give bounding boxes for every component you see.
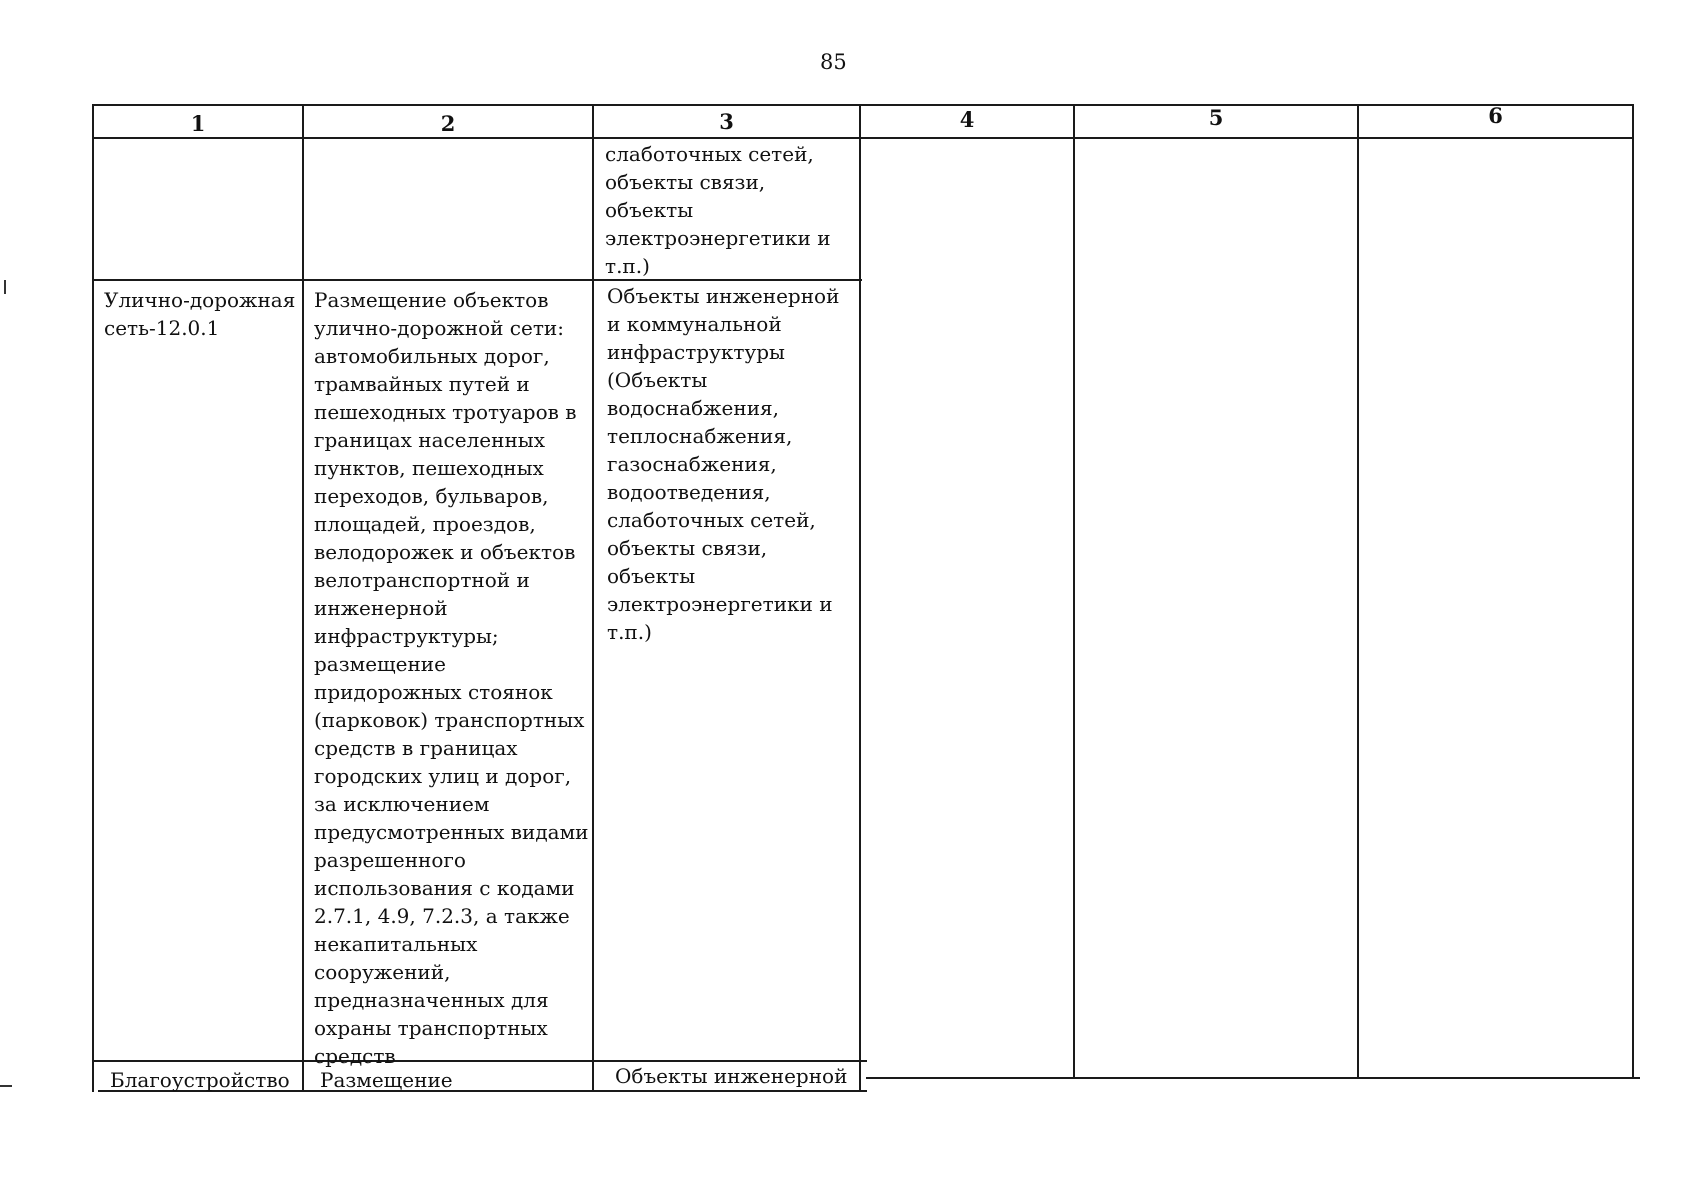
col5-left-border xyxy=(1073,104,1075,1079)
header-col-5: 5 xyxy=(1208,105,1224,130)
row3-col1: Благоустройство xyxy=(110,1068,290,1092)
col4-left-border xyxy=(859,104,861,1092)
header-col-2: 2 xyxy=(440,111,456,136)
header-col-1: 1 xyxy=(190,111,206,136)
right-bottom-border xyxy=(866,1077,1640,1079)
left-bottom-margin-mark xyxy=(0,1085,12,1087)
header-col-3: 3 xyxy=(719,109,734,134)
row3-col3: Объекты инженерной xyxy=(615,1064,848,1088)
col6-right-border xyxy=(1632,104,1634,1079)
row3-col2: Размещение xyxy=(320,1068,453,1092)
row2-col1: Улично-дорожная сеть-12.0.1 xyxy=(104,288,296,340)
col6-left-border xyxy=(1357,104,1359,1079)
page-number: 85 xyxy=(820,50,847,74)
row2-col2: Размещение объектов улично-дорожной сети: автомобильных дорог, трамвайных путей и пешеходных тротуаров в границах населенных пунктов, пешеходных переходов, бульваров, площадей, проездов, велодорожек и объектов велотранспортной и инженерной инфраструктуры; размещение придорожных стоянок (парковок) транспортных средств в границах городских улиц и дорог, за исключением предусмотренных видами разрешенного использования с кодами 2.7.1, 4.9, 7.2.3, а также некапитальных сооружений, предназначенных для охраны транспортных средств xyxy=(314,288,589,1068)
header-col-4: 4 xyxy=(959,107,975,132)
header-col-6: 6 xyxy=(1488,103,1503,128)
col2-left-border xyxy=(302,104,304,1092)
col1-left-border xyxy=(92,104,94,1092)
row2-col3: Объекты инженерной и коммунальной инфраструктуры (Объекты водоснабжения, теплоснабжения, газоснабжения, водоотведения, слаботочных сетей, объекты связи, объекты электроэнергетики и т.п.) xyxy=(607,284,840,644)
row1-col3: слаботочных сетей, объекты связи, объекты электроэнергетики и т.п.) xyxy=(605,142,831,278)
left-margin-mark xyxy=(4,280,6,294)
header-bottom-border xyxy=(92,137,1632,139)
